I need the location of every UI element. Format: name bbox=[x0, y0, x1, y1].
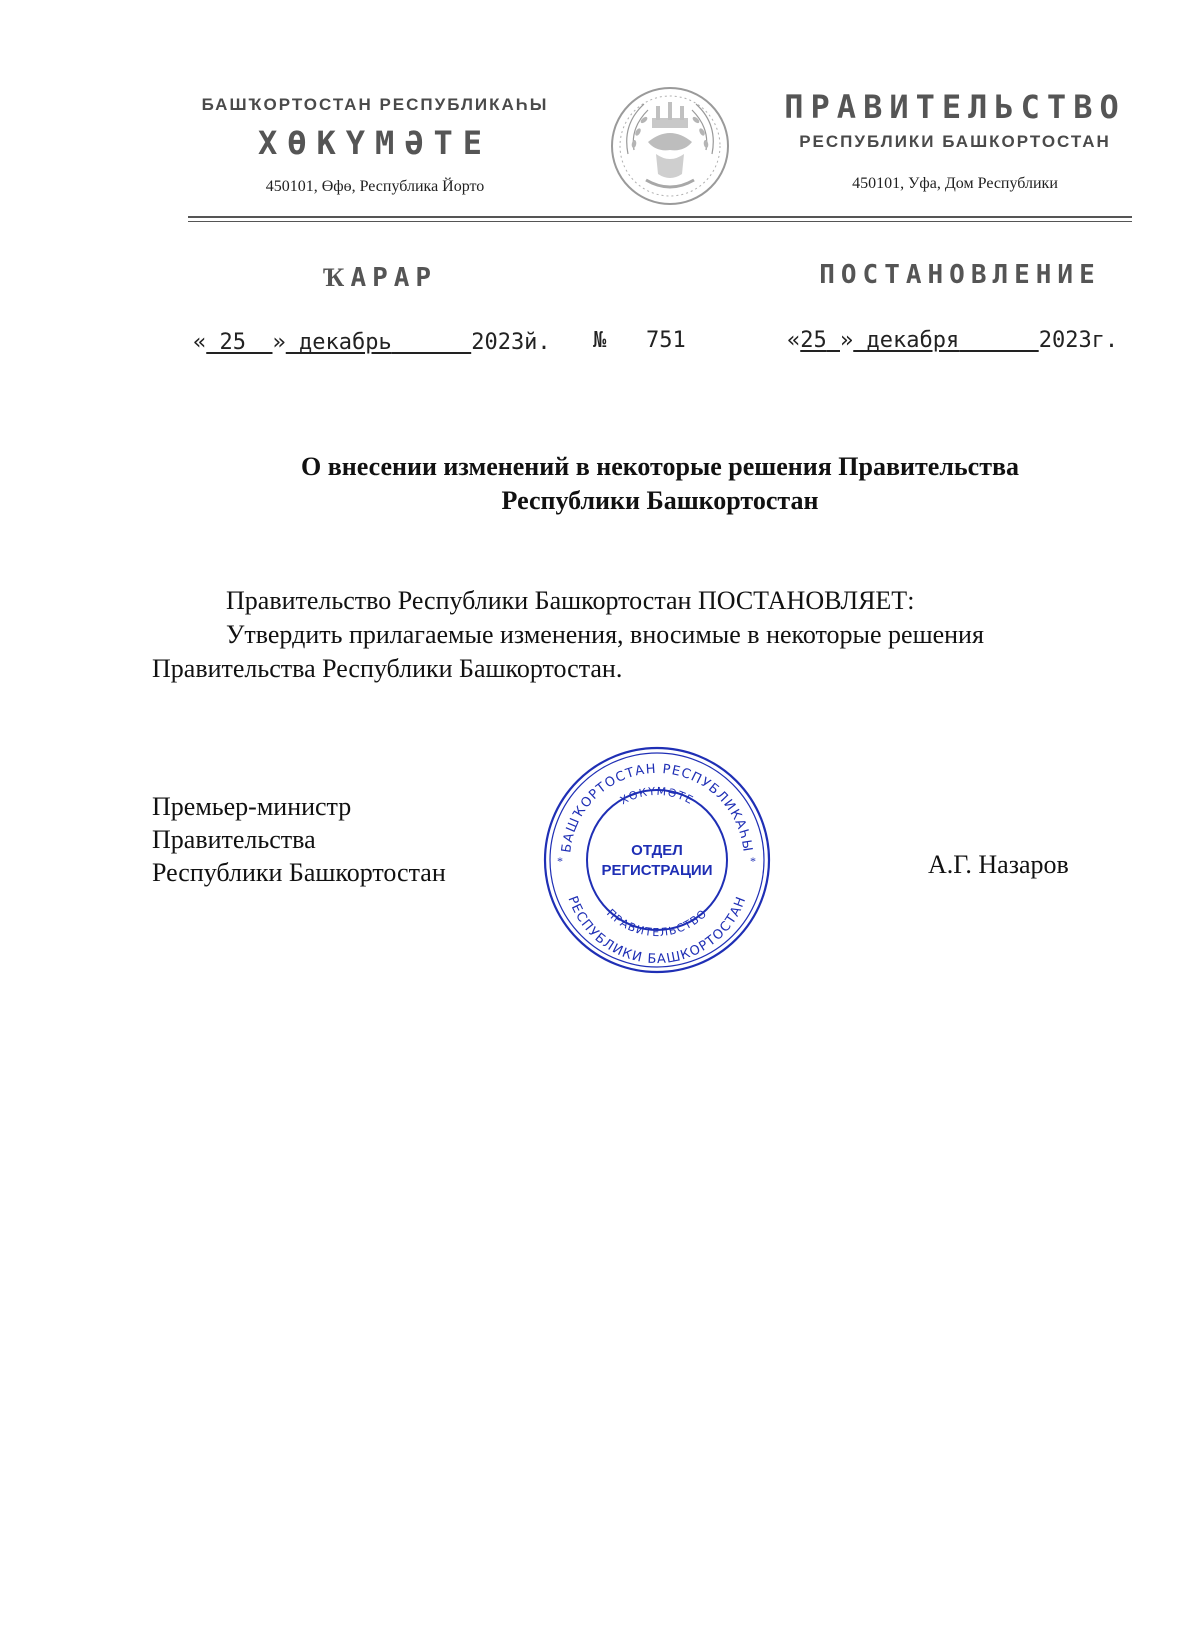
document-number bbox=[593, 328, 686, 353]
quote-close: » bbox=[840, 328, 854, 353]
quote-open: « bbox=[193, 330, 207, 355]
stamp-outer-text-bottom: РЕСПУБЛИКИ БАШКОРТОСТАН bbox=[564, 894, 750, 968]
star-icon: * bbox=[557, 854, 563, 868]
body-paragraph-1: Правительство Республики Башкортостан ПОСТАНОВЛЯЕТ: bbox=[226, 586, 915, 615]
stamp-center-line-2: РЕГИСТРАЦИИ bbox=[601, 862, 713, 879]
date-bashkir bbox=[193, 330, 551, 355]
quote-close: » bbox=[272, 330, 286, 355]
quote-open: « bbox=[787, 328, 801, 353]
year-value: 2023й. bbox=[471, 330, 551, 355]
signatory-name: А.Г. Назаров bbox=[928, 850, 1069, 879]
month-value: декабрь bbox=[299, 330, 392, 355]
letterhead-left-title: БАШҠОРТОСТАН РЕСПУБЛИКАҺЫ bbox=[201, 95, 549, 114]
position-line-1: Премьер-министр bbox=[152, 792, 352, 821]
letterhead-right-title: ПРАВИТЕЛЬСТВО bbox=[784, 88, 1126, 126]
title-line-2: Республики Башкортостан bbox=[501, 486, 819, 515]
stamp-center-line-1: ОТДЕЛ bbox=[631, 842, 683, 859]
form-name-russian: ПОСТАНОВЛЕНИЕ bbox=[819, 260, 1101, 290]
stamp-outer-text-top: БАШҠОРТОСТАН РЕСПУБЛИКАҺЫ bbox=[559, 761, 755, 854]
signatory-position bbox=[152, 790, 446, 889]
letterhead-left-address: 450101, Өфө, Республика Йорто bbox=[265, 178, 485, 195]
day-value: 25 bbox=[800, 328, 827, 353]
letterhead-divider-thin bbox=[188, 221, 1132, 222]
form-name-bashkir: ҠАРАР bbox=[322, 263, 438, 293]
number-value: 751 bbox=[646, 328, 686, 353]
coat-of-arms-emblem bbox=[608, 84, 732, 208]
body-paragraph-2: Утвердить прилагаемые изменения, вносимые в некоторые решения Правительства Республики Башкортостан. bbox=[152, 620, 984, 683]
stamp-inner-text-top: ХӨКҮМӘТЕ bbox=[617, 784, 697, 808]
month-value: декабря bbox=[866, 328, 960, 353]
document-title bbox=[220, 450, 1100, 518]
letterhead-right-subtitle: РЕСПУБЛИКИ БАШКОРТОСТАН bbox=[799, 132, 1111, 151]
title-line-1: О внесении изменений в некоторые решения Правительства bbox=[300, 452, 1020, 481]
star-icon: * bbox=[750, 854, 756, 868]
year-value: 2023г. bbox=[1038, 328, 1119, 353]
position-line-2: Правительства bbox=[152, 825, 316, 854]
letterhead-left-subtitle: ХӨКҮМӘТЕ bbox=[257, 124, 493, 162]
day-value: 25 bbox=[219, 330, 246, 355]
letterhead-right-address: 450101, Уфа, Дом Республики bbox=[852, 175, 1058, 192]
letterhead-divider bbox=[188, 216, 1132, 218]
stamp-inner-text-bottom: ПРАВИТЕЛЬСТВО bbox=[604, 906, 710, 940]
number-sign: № bbox=[593, 328, 607, 353]
registration-stamp bbox=[542, 745, 772, 975]
position-line-3: Республики Башкортостан bbox=[152, 858, 446, 887]
date-russian bbox=[787, 328, 1118, 353]
